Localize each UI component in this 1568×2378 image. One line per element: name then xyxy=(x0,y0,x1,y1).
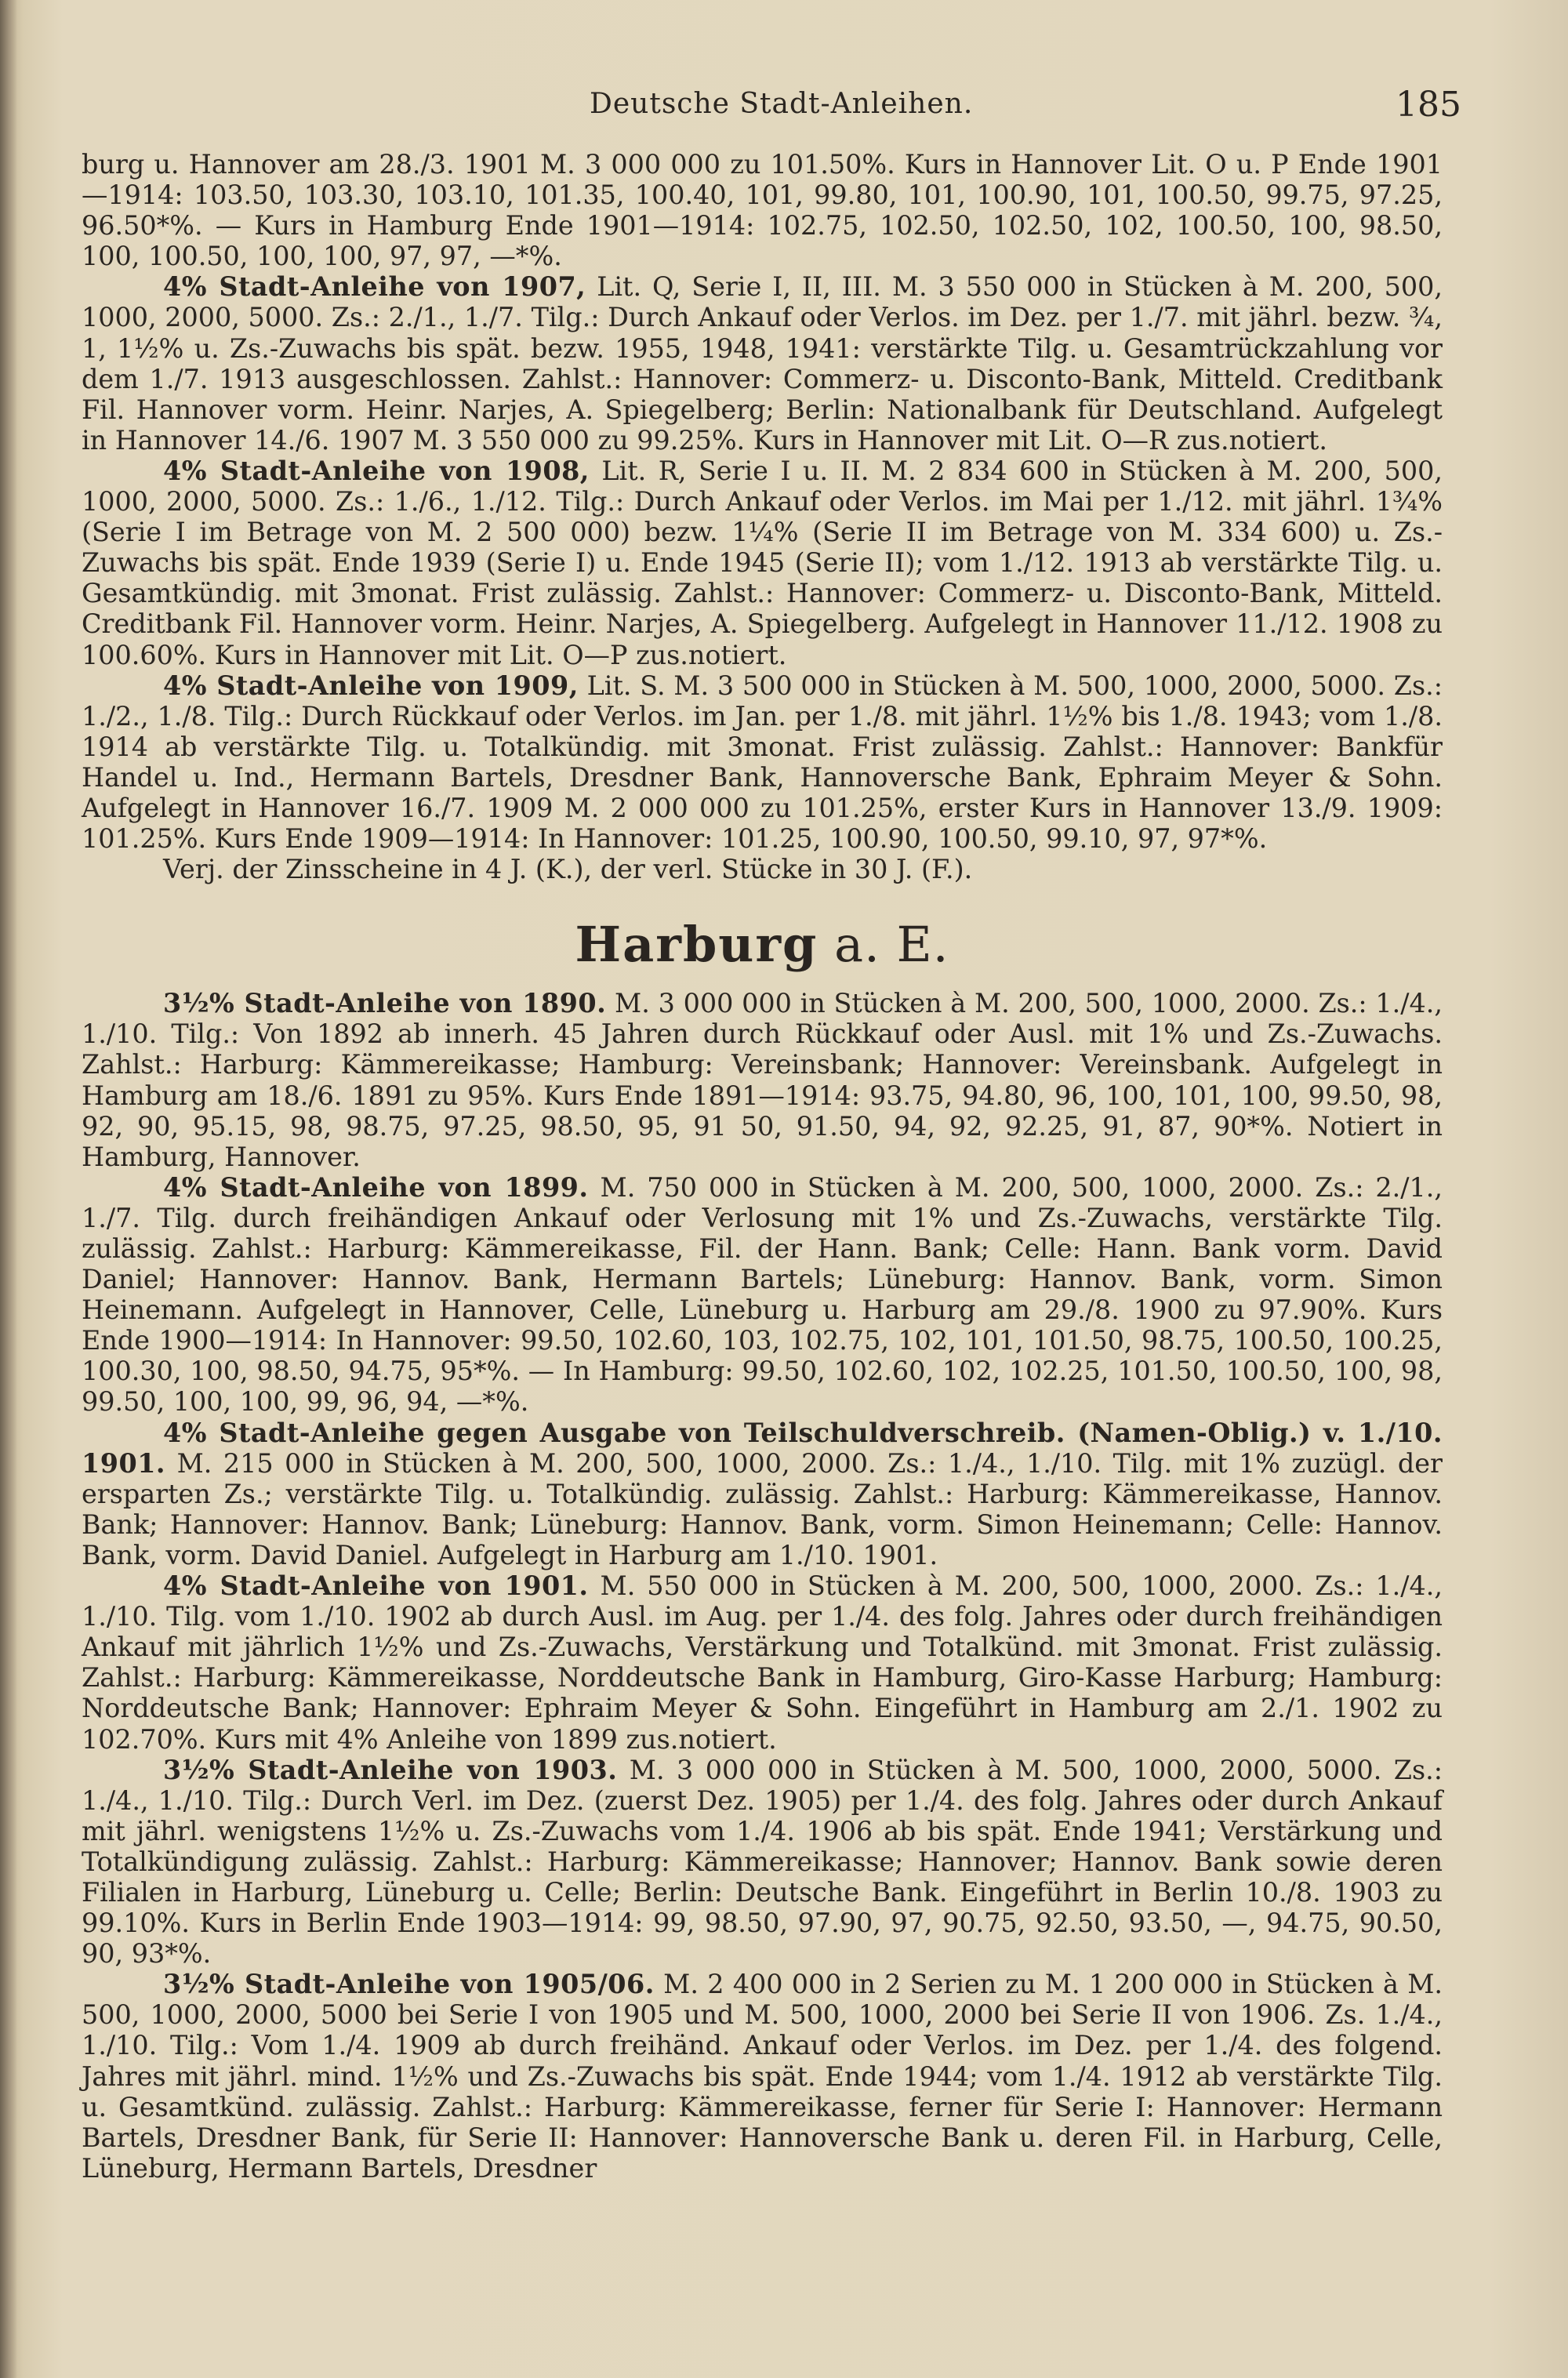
loan-title: 4% Stadt-Anleihe von 1907, xyxy=(163,271,586,303)
city-heading xyxy=(82,917,1443,972)
loan-entry xyxy=(82,670,1443,855)
loan-entry xyxy=(82,271,1443,456)
loan-text: M. 750 000 in Stücken à M. 200, 500, 1000, 2000. Zs.: 2./1., 1./7. Tilg. durch freihändigen Ankauf oder Verlosung mit 1% und Zs.-Zuwachs, verstärkte Tilg. zulässig. Zahlst.: Harburg: Kämmereikasse, Fil. der Hann. Bank; Celle: Hann. Bank vorm. David Daniel; Hannover: Hannov. Bank, Hermann Bartels; Lüneburg: Hannov. Bank, vorm. Simon Heinemann. Aufgelegt in Hannover, Celle, Lüneburg u. Harburg am 29./8. 1900 zu 97.90%. Kurs Ende 1900—1914: In Hannover: 99.50, 102.60, 103, 102.75, 102, 101, 101.50, 98.75, 100.50, 100.25, 100.30, 100, 98.50, 94.75, 95*%. — In Hamburg: 99.50, 102.60, 102, 102.25, 101.50, 100.50, 100, 98, 99.50, 100, 100, 99, 96, 94, —*%. xyxy=(82,1171,1443,1418)
verjaehrung-note: Verj. der Zinsscheine in 4 J. (K.), der verl. Stücke in 30 J. (F.). xyxy=(163,854,973,885)
loan-entry xyxy=(82,1418,1443,1570)
loan-text: Lit. S. M. 3 500 000 in Stücken à M. 500, 1000, 2000, 5000. Zs.: 1./2., 1./8. Tilg.: Durch Rückkauf oder Verlos. im Jan. per 1./8. mit jährl. 1½% bis 1./8. 1943; vom 1./8. 1914 ab verstärkte Tilg. u. Totalkündig. mit 3monat. Frist zulässig. Zahlst.: Hannover: Bankfür Handel u. Ind., Hermann Bartels, Dresdner Bank, Hannoversche Bank, Ephraim Meyer & Sohn. Aufgelegt in Hannover 16./7. 1909 M. 2 000 000 zu 101.25%, erster Kurs in Hannover 13./9. 1909: 101.25%. Kurs Ende 1909—1914: In Hannover: 101.25, 100.90, 100.50, 99.10, 97, 97*%. xyxy=(82,670,1443,855)
loan-title: 4% Stadt-Anleihe von 1899. xyxy=(163,1171,589,1203)
loan-entry xyxy=(82,1969,1443,2184)
loan-title: 4% Stadt-Anleihe gegen Ausgabe von Teilschuldverschreib. (Namen-Oblig.) v. 1./10. 1901. xyxy=(82,1417,1443,1479)
loan-text: Lit. R, Serie I u. II. M. 2 834 600 in Stücken à M. 200, 500, 1000, 2000, 5000. Zs.: 1./6., 1./12. Tilg.: Durch Ankauf oder Verlos. im Mai per 1./12. mit jährl. 1¾% (Serie I im Betrage von M. 2 500 000) bezw. 1¼% (Serie II im Betrage von M. 334 600) u. Zs.-Zuwachs bis spät. Ende 1939 (Serie I) u. Ende 1945 (Serie II); vom 1./12. 1913 ab verstärkte Tilg. u. Gesamtkündig. mit 3monat. Frist zulässig. Zahlst.: Hannover: Commerz- u. Disconto-Bank, Mitteld. Creditbank Fil. Hannover vorm. Heinr. Narjes, A. Spiegelberg. Aufgelegt in Hannover 11./12. 1908 zu 100.60%. Kurs in Hannover mit Lit. O—P zus.notiert. xyxy=(82,455,1443,670)
loan-title: 4% Stadt-Anleihe von 1901. xyxy=(163,1570,589,1602)
city-name: Harburg xyxy=(575,916,818,974)
loan-title: 3½% Stadt-Anleihe von 1903. xyxy=(163,1754,618,1785)
loan-title: 4% Stadt-Anleihe von 1909, xyxy=(163,670,579,701)
city-suffix: a. E. xyxy=(818,916,949,974)
continuation-paragraph: burg u. Hannover am 28./3. 1901 M. 3 000 000 zu 101.50%. Kurs in Hannover Lit. O u. P Ende 1901—1914: 103.50, 103.30, 103.10, 101.35, 100.40, 101, 99.80, 101, 100.90, 101, 100.50, 99.75, 97.25, 96.50*%. — Kurs in Hamburg Ende 1901—1914: 102.75, 102.50, 102.50, 102, 100.50, 100, 98.50, 100, 100.50, 100, 100, 97, 97, —*%. xyxy=(82,149,1443,272)
loan-text: M. 550 000 in Stücken à M. 200, 500, 1000, 2000. Zs.: 1./4., 1./10. Tilg. vom 1./10. 1902 ab durch Ausl. im Aug. per 1./4. des folg. Jahres oder durch freihändigen Ankauf mit jährlich 1½% und Zs.-Zuwachs, Verstärkung und Totalkünd. mit 3monat. Frist zulässig. Zahlst.: Harburg: Kämmereikasse, Norddeutsche Bank in Hamburg, Giro-Kasse Harburg; Hamburg: Norddeutsche Bank; Hannover: Ephraim Meyer & Sohn. Eingeführt in Hamburg am 2./1. 1902 zu 102.70%. Kurs mit 4% Anleihe von 1899 zus.notiert. xyxy=(82,1570,1443,1755)
loan-title: 4% Stadt-Anleihe von 1908, xyxy=(163,455,590,486)
page-number: 185 xyxy=(1396,85,1461,125)
loan-title: 3½% Stadt-Anleihe von 1905/06. xyxy=(163,1969,655,2000)
loan-text: M. 2 400 000 in 2 Serien zu M. 1 200 000 in Stücken à M. 500, 1000, 2000, 5000 bei Serie I von 1905 und M. 500, 1000, 2000 bei Serie II von 1906. Zs. 1./4., 1./10. Tilg.: Vom 1./4. 1909 ab durch freihänd. Ankauf oder Verlos. im Dez. per 1./4. des folgend. Jahres mit jährl. mind. 1½% und Zs.-Zuwachs bis spät. Ende 1944; vom 1./4. 1912 ab verstärkte Tilg. u. Gesamtkünd. zulässig. Zahlst.: Harburg: Kämmereikasse, ferner für Serie I: Hannover: Hermann Bartels, Dresdner Bank, für Serie II: Hannover: Hannoversche Bank u. deren Fil. in Harburg, Celle, Lüneburg, Hermann Bartels, Dresdner xyxy=(82,1969,1443,2184)
loan-text: Lit. Q, Serie I, II, III. M. 3 550 000 in Stücken à M. 200, 500, 1000, 2000, 5000. Zs.: 2./1., 1./7. Tilg.: Durch Ankauf oder Verlos. im Dez. per 1./7. mit jährl. bezw. ¾, 1, 1½% u. Zs.-Zuwachs bis spät. bezw. 1955, 1948, 1941: verstärkte Tilg. u. Gesamtrückzahlung vor dem 1./7. 1913 ausgeschlossen. Zahlst.: Hannover: Commerz- u. Disconto-Bank, Mitteld. Creditbank Fil. Hannover vorm. Heinr. Narjes, A. Spiegelberg; Berlin: Nationalbank für Deutschland. Aufgelegt in Hannover 14./6. 1907 M. 3 550 000 zu 99.25%. Kurs in Hannover mit Lit. O—R zus.notiert. xyxy=(82,271,1443,456)
page-binding-edge xyxy=(0,0,17,2378)
running-title: Deutsche Stadt-Anleihen. xyxy=(590,88,974,120)
text-column xyxy=(82,149,1443,2184)
loan-entry xyxy=(82,1570,1443,1755)
loan-text: M. 3 000 000 in Stücken à M. 200, 500, 1000, 2000. Zs.: 1./4., 1./10. Tilg.: Von 1892 ab innerh. 45 Jahren durch Rückkauf oder Ausl. mit 1% und Zs.-Zuwachs. Zahlst.: Harburg: Kämmereikasse; Hamburg: Vereinsbank; Hannover: Vereinsbank. Aufgelegt in Hamburg am 18./6. 1891 zu 95%. Kurs Ende 1891—1914: 93.75, 94.80, 96, 100, 101, 100, 99.50, 98, 92, 90, 95.15, 98, 98.75, 97.25, 98.50, 95, 91 50, 91.50, 94, 92, 92.25, 91, 87, 90*%. Notiert in Hamburg, Hannover. xyxy=(82,988,1443,1172)
page-header xyxy=(0,85,1568,135)
loan-entry xyxy=(82,456,1443,670)
loan-text: M. 3 000 000 in Stücken à M. 500, 1000, 2000, 5000. Zs.: 1./4., 1./10. Tilg.: Durch Verl. im Dez. (zuerst Dez. 1905) per 1./4. des folg. Jahres oder durch Ankauf mit jährl. wenigstens 1½% u. Zs.-Zuwachs vom 1./4. 1906 ab bis spät. Ende 1941; Verstärkung und Totalkündigung zulässig. Zahlst.: Harburg: Kämmereikasse; Hannover; Hannov. Bank sowie deren Filialen in Harburg, Lüneburg u. Celle; Berlin: Deutsche Bank. Eingeführt in Berlin 10./8. 1903 zu 99.10%. Kurs in Berlin Ende 1903—1914: 99, 98.50, 97.90, 97, 90.75, 92.50, 93.50, —, 94.75, 90.50, 90, 93*%. xyxy=(82,1754,1443,1970)
loan-title: 3½% Stadt-Anleihe von 1890. xyxy=(163,988,607,1019)
loan-entry xyxy=(82,1172,1443,1418)
loan-text: M. 215 000 in Stücken à M. 200, 500, 1000, 2000. Zs.: 1./4., 1./10. Tilg. mit 1% zuzügl. der ersparten Zs.; verstärkte Tilg. u. Totalkündig. zulässig. Zahlst.: Harburg: Kämmereikasse, Hannov. Bank; Hannover: Hannov. Bank; Lüneburg: Hannov. Bank, vorm. Simon Heinemann; Celle: Hannov. Bank, vorm. David Daniel. Aufgelegt in Harburg am 1./10. 1901. xyxy=(82,1447,1443,1570)
loan-entry xyxy=(82,1755,1443,1970)
loan-entry xyxy=(82,988,1443,1172)
